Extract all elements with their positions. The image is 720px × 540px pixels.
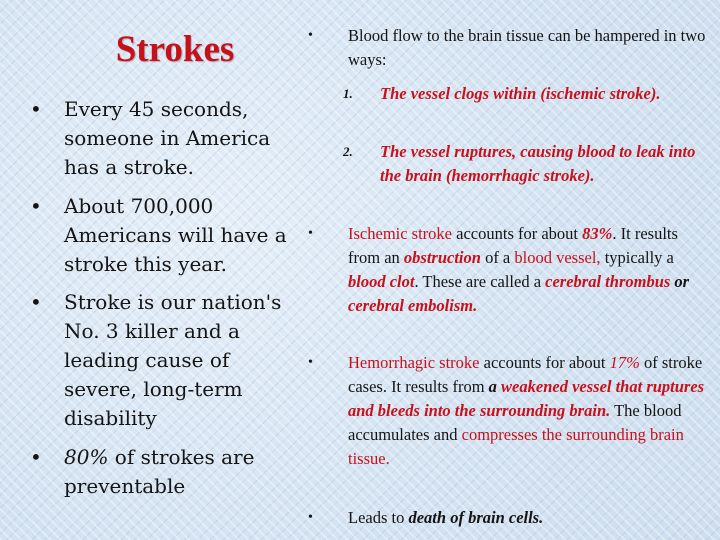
left-bullet-2 [30,192,302,279]
left-bullet-text: Every 45 seconds, someone in America has a stroke. [64,97,271,179]
left-bullet-text: Stroke is our nation's No. 3 killer and a leading cause of severe, long-term disability [64,290,282,430]
text-run: 83% [582,224,613,243]
right-bullet-ischemic [308,222,708,318]
left-bullet-text [64,443,302,501]
numbered-item-2 [308,140,708,188]
text-run: . It results from an [348,224,678,267]
item-number: 1. [343,86,353,101]
emphasis-percent: 80% [64,445,109,469]
text-run: death of brain cells. [408,508,544,527]
numbered-item-1 [308,82,708,106]
slide-title: Strokes [115,29,235,70]
right-bullet-hemorrhagic [308,351,708,471]
bullet-icon: • [308,510,313,525]
text-run: of a [480,248,515,267]
text-run: Ischemic stroke [348,224,453,243]
bullet-icon: • [308,355,313,370]
text-run: Hemorrhagic stroke [348,353,480,372]
bullet-icon: • [308,226,313,241]
bullet-icon: • [30,445,42,469]
text-run: or [670,272,690,291]
text-run: blood vessel, [514,248,601,267]
text-run: blood clot [348,272,415,291]
text-run: cerebral embolism. [348,296,478,315]
intro-text: Blood flow to the brain tissue can be hampered in two ways: [348,26,706,69]
text-run: weakened vessel that ruptures and bleeds into the surrounding brain. [348,377,705,420]
text-run: The blood accumulates and [348,401,682,444]
text-run: obstruction [403,248,481,267]
text-run: a [488,377,497,396]
right-bullet-intro [308,24,708,72]
text-run: typically a [600,248,674,267]
last-text [348,506,708,530]
item-number: 2. [343,144,353,159]
text-run: 17% [609,353,640,372]
text-run: Leads to [348,508,409,527]
text-run: accounts for about [452,224,583,243]
right-bullet-last [308,506,708,530]
bullet-icon: • [30,97,42,121]
item-text: The vessel ruptures, causing blood to leak into the brain (hemorrhagic stroke). [380,142,696,185]
bullet-icon: • [30,290,42,314]
text-run: . These are called a [414,272,546,291]
item-text: The vessel clogs within (ischemic stroke). [380,84,661,103]
text-run: compresses the surrounding brain tissue. [348,425,684,468]
left-bullet-text: About 700,000 Americans will have a stroke this year. [64,194,287,276]
left-bullet-3 [30,288,302,433]
text-run: cerebral thrombus [545,272,671,291]
text-run: accounts for about [479,353,610,372]
left-bullet-1 [30,95,302,182]
bullet-icon: • [308,28,313,43]
left-bullet-4 [30,443,302,501]
bullet-icon: • [30,194,42,218]
text-run: of stroke cases. It results from [348,353,703,396]
ischemic-text [348,222,708,318]
text-run: of strokes are preventable [64,445,255,498]
hemorrhagic-text [348,351,708,471]
